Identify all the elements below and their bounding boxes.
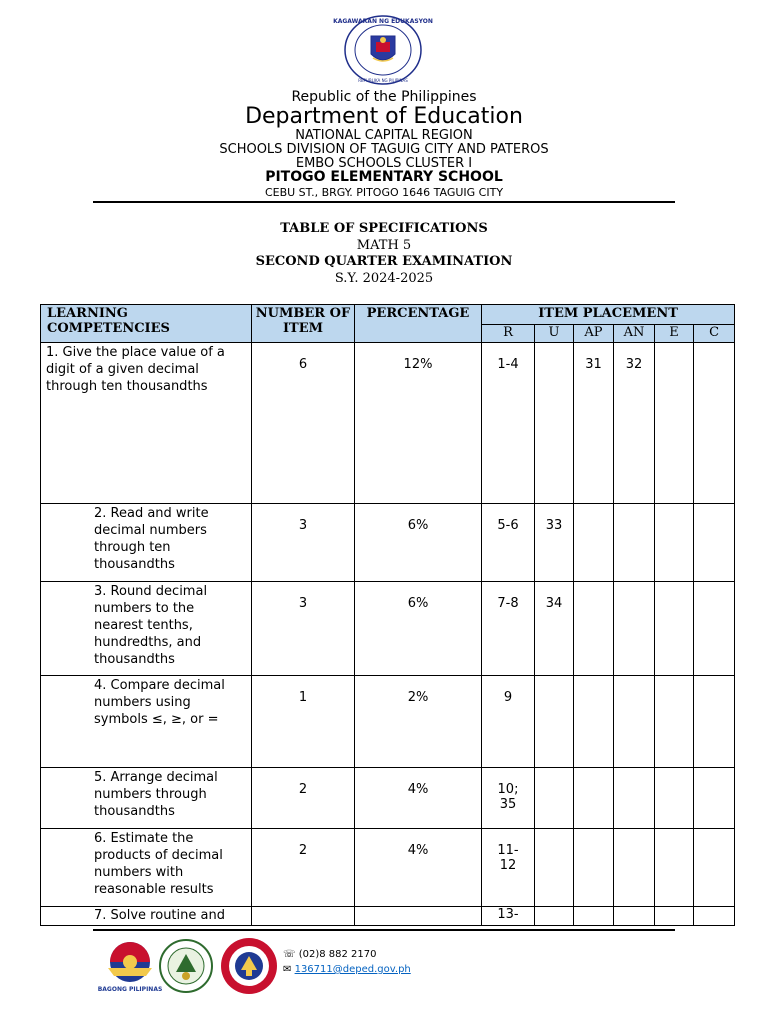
u-cell: 34 — [535, 582, 574, 676]
r-cell: 13- — [482, 907, 535, 926]
an-cell — [614, 768, 655, 829]
number-cell: 2 — [252, 768, 355, 829]
table-row — [41, 768, 735, 829]
an-cell — [614, 582, 655, 676]
e-cell — [655, 676, 694, 768]
percentage-cell: 12% — [355, 343, 482, 504]
school-seal-logo — [219, 936, 279, 996]
c-cell — [694, 343, 735, 504]
ap-cell: 31 — [574, 343, 614, 504]
u-cell — [535, 907, 574, 926]
competencies-header: LEARNING COMPETENCIES — [41, 305, 252, 343]
percentage-cell: 6% — [355, 582, 482, 676]
table-row — [41, 582, 735, 676]
footer-divider — [93, 929, 675, 931]
an-cell — [614, 829, 655, 907]
svg-text:REPUBLIKA NG PILIPINAS: REPUBLIKA NG PILIPINAS — [358, 78, 408, 83]
region-line: NATIONAL CAPITAL REGION — [295, 128, 473, 143]
ap-cell — [574, 504, 614, 582]
e-cell — [655, 768, 694, 829]
u-cell — [535, 829, 574, 907]
subject-line: MATH 5 — [356, 238, 412, 253]
percentage-cell: 6% — [355, 504, 482, 582]
competency-cell: 4. Compare decimal numbers using symbols ≤, ≥, or = — [41, 676, 252, 768]
e-cell — [655, 582, 694, 676]
number-cell: 3 — [252, 582, 355, 676]
table-row — [41, 829, 735, 907]
an-cell — [614, 907, 655, 926]
bagong-pilipinas-text: BAGONG PILIPINAS — [97, 986, 163, 993]
department-name: Department of Education — [245, 104, 523, 129]
number-cell: 6 — [252, 343, 355, 504]
cluster-line: EMBO SCHOOLS CLUSTER I — [295, 156, 473, 171]
r-cell: 7-8 — [482, 582, 535, 676]
competency-cell: 6. Estimate the products of decimal numbers with reasonable results — [41, 829, 252, 907]
division-seal-logo — [158, 938, 214, 994]
c-cell — [694, 676, 735, 768]
r-cell: 10; 35 — [482, 768, 535, 829]
deped-seal-logo — [333, 14, 433, 86]
specifications-table — [40, 304, 735, 926]
c-cell — [694, 504, 735, 582]
table-row — [41, 504, 735, 582]
an-cell — [614, 504, 655, 582]
c-cell — [694, 582, 735, 676]
u-cell: 33 — [535, 504, 574, 582]
ap-cell — [574, 768, 614, 829]
e-cell — [655, 907, 694, 926]
bagong-pilipinas-logo — [97, 938, 163, 994]
c-cell — [694, 768, 735, 829]
email-contact — [283, 964, 411, 975]
percentage-header: PERCENTAGE — [355, 305, 482, 343]
header-row — [41, 305, 735, 325]
number-cell: 3 — [252, 504, 355, 582]
u-cell — [535, 676, 574, 768]
number-cell: 1 — [252, 676, 355, 768]
table-row — [41, 676, 735, 768]
table-row — [41, 343, 735, 504]
competency-cell: 5. Arrange decimal numbers through thousandths — [41, 768, 252, 829]
u-header: U — [535, 325, 574, 343]
r-cell: 1-4 — [482, 343, 535, 504]
envelope-icon: ✉ — [283, 964, 292, 975]
percentage-cell: 4% — [355, 829, 482, 907]
percentage-cell: 2% — [355, 676, 482, 768]
percentage-cell: 4% — [355, 768, 482, 829]
email-link[interactable]: 136711@deped.gov.ph — [294, 964, 411, 975]
an-cell — [614, 676, 655, 768]
ap-cell — [574, 676, 614, 768]
number-cell: 2 — [252, 829, 355, 907]
e-cell — [655, 343, 694, 504]
number-cell — [252, 907, 355, 926]
competency-cell: 1. Give the place value of a digit of a given decimal through ten thousandths — [41, 343, 252, 504]
division-line: SCHOOLS DIVISION OF TAGUIG CITY AND PATEROS — [219, 142, 549, 157]
doc-title: TABLE OF SPECIFICATIONS — [280, 221, 488, 236]
e-header: E — [655, 325, 694, 343]
header-divider — [93, 201, 675, 203]
ap-header: AP — [574, 325, 614, 343]
r-header: R — [482, 325, 535, 343]
u-cell — [535, 343, 574, 504]
competency-cell: 7. Solve routine and — [41, 907, 252, 926]
an-cell: 32 — [614, 343, 655, 504]
r-cell: 11- 12 — [482, 829, 535, 907]
republic-line: Republic of the Philippines — [291, 89, 477, 105]
phone-contact — [283, 949, 377, 960]
svg-text:KAGAWARAN NG EDUKASYON: KAGAWARAN NG EDUKASYON — [333, 18, 433, 25]
an-header: AN — [614, 325, 655, 343]
number-header: NUMBER OF ITEM — [252, 305, 355, 343]
r-cell: 9 — [482, 676, 535, 768]
r-cell: 5-6 — [482, 504, 535, 582]
competency-cell: 2. Read and write decimal numbers through ten thousandths — [41, 504, 252, 582]
c-cell — [694, 907, 735, 926]
c-cell — [694, 829, 735, 907]
competency-cell: 3. Round decimal numbers to the nearest tenths, hundredths, and thousandths — [41, 582, 252, 676]
exam-line: SECOND QUARTER EXAMINATION — [255, 254, 513, 269]
school-name: PITOGO ELEMENTARY SCHOOL — [265, 169, 503, 185]
placement-header: ITEM PLACEMENT — [482, 305, 735, 325]
percentage-cell — [355, 907, 482, 926]
e-cell — [655, 829, 694, 907]
school-year-line: S.Y. 2024-2025 — [334, 271, 434, 286]
ap-cell — [574, 829, 614, 907]
c-header: C — [694, 325, 735, 343]
table-row — [41, 907, 735, 926]
phone-number: (02)8 882 2170 — [298, 949, 377, 960]
ap-cell — [574, 907, 614, 926]
e-cell — [655, 504, 694, 582]
phone-icon: ☏ — [283, 949, 296, 960]
u-cell — [535, 768, 574, 829]
ap-cell — [574, 582, 614, 676]
school-address: CEBU ST., BRGY. PITOGO 1646 TAGUIG CITY — [264, 186, 504, 199]
